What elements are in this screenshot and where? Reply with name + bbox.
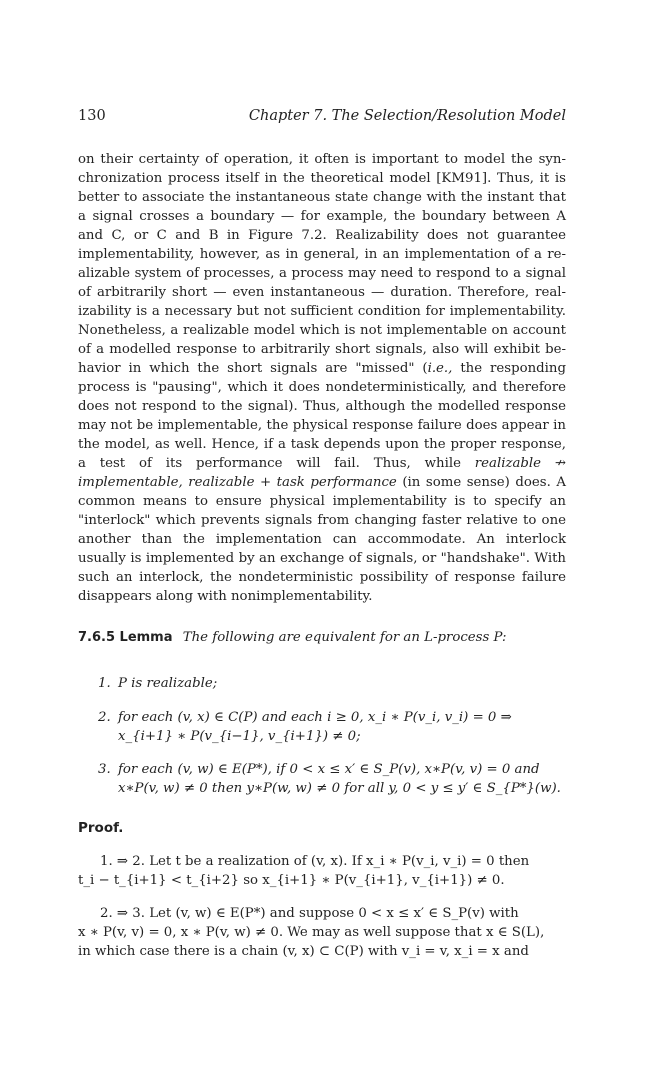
body-text-2: the responding process is "pausing", which it does nondeterministically, and therefore does not respond to the signal). Thus, although the modelled response may not be implementable, the physical response failure does appear in the model, as well. Hence, if a task depends upon the proper response, a test of its performance will fail. Thus, while [78,361,566,471]
running-head: Chapter 7. The Selection/Resolution Model [248,108,566,124]
proof-heading: Proof. [78,820,124,836]
lemma-item-text: P is realizable; [118,676,218,691]
lemma-item-text-line-1: for each (v, x) ∈ C(P) and each i ≥ 0, x_i ∗ P(v_i, v_i) = 0 ⇒ [118,710,512,725]
proof-line: in which case there is a chain (v, x) ⊂ C(P) with v_i = v, x_i = x and [78,944,529,959]
lemma-item-text-line-2: x∗P(v, w) ≠ 0 then y∗P(w, w) ≠ 0 for all y, 0 < y ≤ y′ ∈ S_{P*}(w). [118,781,561,796]
body-text-1: on their certainty of operation, it often is important to model the syn-chronization process itself in the theoretical model [KM91]. Thus, it is better to associate the instantaneous state change with the instant that a signal crosses a boundary — for example, the boundary between A and C, or C and B in Figure 7.2. Realizability does not guarantee implementability, however, as in general, in an implementation of a re-alizable system of processes, a process may need to respond to a signal of arbitrarily short — even instantaneous — duration. Therefore, real-izability is a necessary but not sufficient condition for implementability. Nonetheless, a realizable model which is not implementable on account of a modelled response to arbitrarily short signals, also will exhibit be-havior in which the short signals are "missed" ( [78,152,566,376]
lemma-statement: The following are equivalent for an L-process P: [182,630,507,645]
lemma-item-text-line-1: for each (v, w) ∈ E(P*), if 0 < x ≤ x′ ∈ S_P(v), x∗P(v, v) = 0 and [118,762,540,777]
lemma-item-text-line-2: x_{i+1} ∗ P(v_{i−1}, v_{i+1}) ≠ 0; [118,729,361,744]
body-paragraph [78,150,566,606]
proof-line: x ∗ P(v, v) = 0, x ∗ P(v, w) ≠ 0. We may as well suppose that x ∈ S(L), [78,925,545,940]
lemma-item-number: 1. [98,676,111,691]
proof-line: t_i − t_{i+1} < t_{i+2} so x_{i+1} ∗ P(v_{i+1}, v_{i+1}) ≠ 0. [78,873,505,888]
lemma-item-number: 2. [98,710,111,725]
lemma-item-number: 3. [98,762,111,777]
body-formula-2: realizable + task performance [188,475,397,490]
page-header [78,108,566,128]
proof-line: 2. ⇒ 3. Let (v, w) ∈ E(P*) and suppose 0 < x ≤ x′ ∈ S_P(v) with [100,906,519,921]
body-text-3: (in some sense) does. A common means to ensure physical implementability is to specify an "interlock" which prevents signals from changing faster relative to one another than the implementation can accommodate. An interlock usually is implemented by an exchange of signals, or "handshake". With such an interlock, the nondeterministic possibility of response failure disappears along with nonimplementability. [78,475,566,604]
body-ie: i.e., [427,361,453,376]
lemma-label: 7.6.5 Lemma [78,630,173,645]
page-number: 130 [78,108,106,124]
body-formula-1: realizable ↛ implementable, [78,456,567,490]
proof-line: 1. ⇒ 2. Let t be a realization of (v, x). If x_i ∗ P(v_i, v_i) = 0 then [100,854,530,869]
proof-paragraph-2 [78,904,566,961]
proof-paragraph-1 [78,852,566,890]
lemma-heading [78,628,566,647]
